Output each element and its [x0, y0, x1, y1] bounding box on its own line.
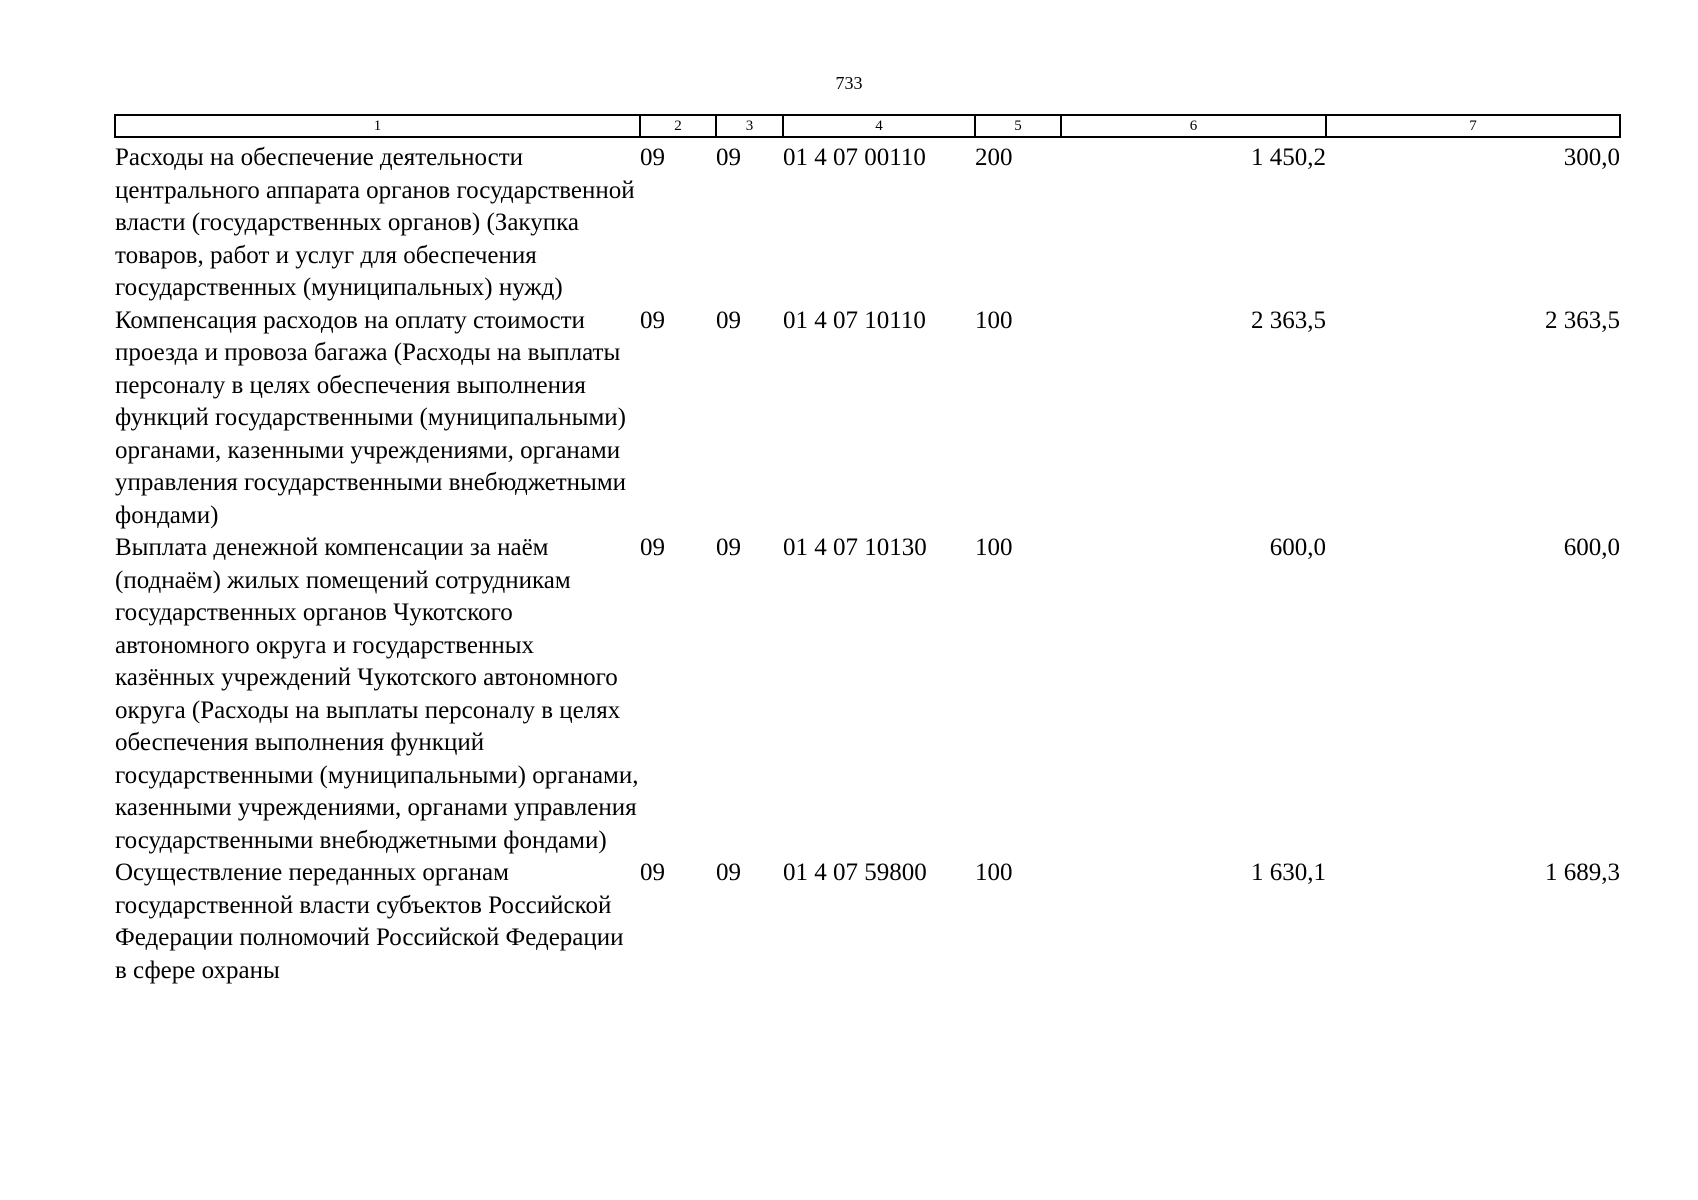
target-article-code: 01 4 07 10130	[783, 534, 927, 561]
expense-name: Расходы на обеспечение деятельности центрального аппарата органов государственной власти (государственных органов) (Закупка товаров, работ и услуг для обеспечения государственных (муниципальных) нужд)	[115, 144, 635, 301]
expense-type-code: 100	[975, 306, 1013, 334]
expense-type-code: 200	[975, 144, 1013, 171]
column-header-7: 7	[1326, 115, 1620, 137]
column-header-6: 6	[1061, 115, 1326, 137]
section-code: 09	[640, 144, 665, 171]
section-code: 09	[640, 306, 665, 334]
column-header-1: 1	[115, 115, 640, 137]
expense-name: Выплата денежной компенсации за наём (поднаём) жилых помещений сотрудникам государственных органов Чукотского автономного округа и государственных казённых учреждений Чукотского автономного округа (Расходы на выплаты персоналу в целях обеспечения выполнения функций государственными (муниципальными) органами, казенными учреждениями, органами управления государственными внебюджетными фондами)	[115, 534, 639, 854]
subsection-code: 09	[716, 306, 741, 334]
column-header-2: 2	[640, 115, 716, 137]
section-code: 09	[640, 534, 665, 561]
column-header-4: 4	[783, 115, 975, 137]
table-row	[115, 305, 1620, 533]
subsection-code: 09	[716, 859, 741, 886]
column-header-5: 5	[975, 115, 1061, 137]
amount-col7: 600,0	[1563, 534, 1620, 561]
target-article-code: 01 4 07 59800	[783, 859, 927, 886]
expense-type-code: 100	[975, 534, 1013, 561]
table-row	[115, 857, 1620, 987]
amount-col6: 2 363,5	[1251, 306, 1326, 334]
expense-name: Осуществление переданных органам государственной власти субъектов Российской Федерации полномочий Российской Федерации в сфере охраны	[115, 859, 624, 984]
amount-col7: 1 689,3	[1545, 859, 1620, 886]
subsection-code: 09	[716, 534, 741, 561]
column-number-header-row	[115, 115, 1620, 137]
column-header-3: 3	[716, 115, 783, 137]
page-number: 733	[835, 73, 863, 93]
target-article-code: 01 4 07 00110	[783, 144, 926, 171]
expense-name: Компенсация расходов на оплату стоимости проезда и провоза багажа (Расходы на выплаты персоналу в целях обеспечения выполнения функций государственными (муниципальными) органами, казенными учреждениями, органами управления государственными внебюджетными фондами)	[115, 306, 627, 529]
amount-col6: 1 630,1	[1251, 859, 1326, 886]
target-article-code: 01 4 07 10110	[783, 306, 926, 334]
budget-table	[114, 114, 1621, 987]
table-row	[115, 532, 1620, 857]
amount-col7: 2 363,5	[1545, 306, 1620, 334]
expense-type-code: 100	[975, 859, 1013, 886]
section-code: 09	[640, 859, 665, 886]
table-row	[115, 137, 1620, 305]
amount-col6: 1 450,2	[1251, 144, 1326, 171]
amount-col7: 300,0	[1563, 144, 1620, 171]
subsection-code: 09	[716, 144, 741, 171]
amount-col6: 600,0	[1269, 534, 1326, 561]
